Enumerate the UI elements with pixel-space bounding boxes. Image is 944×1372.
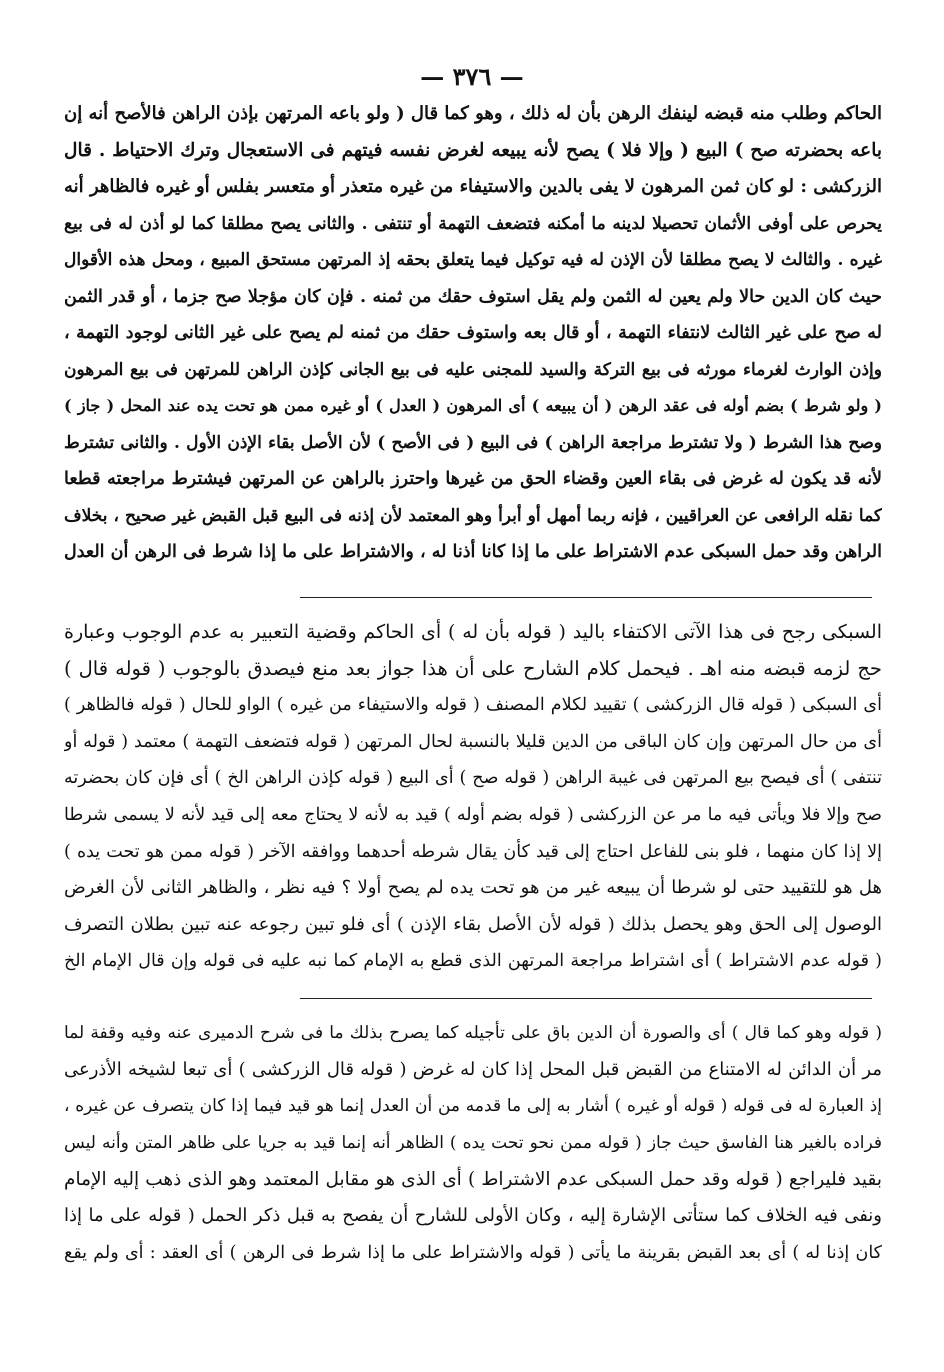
main-text-line: باعه بحضرته صح ) البيع ( وإلا فلا ) يصح لأنه يبيعه لغرض نفسه فيتهم فى الاستعجال وترك الاحتياط . قال xyxy=(64,139,882,161)
commentary-line: حج لزمه قبضه منه اهـ . فيحمل كلام الشارح على أن هذا جواز بعد منع فيصدق بالوجوب ( قوله قال ) xyxy=(64,656,882,680)
commentary-line: السبكى رجح فى هذا الآتى الاكتفاء باليد ( قوله بأن له ) أى الحاكم وقضية التعبير به عدم الوجوب وعبارة xyxy=(64,621,882,643)
section-divider xyxy=(300,998,872,999)
commentary-line: مر أن الدائن له الامتناع من القبض قبل المحل إذا كان له غرض ( قوله قال الزركشى ) أى تبعا لشيخه الأذرعى xyxy=(64,1058,882,1080)
commentary-line: هل هو للتقييد حتى لو شرطا أن يبيعه غير من هو تحت يده لم يصح أولا ؟ فيه نظر ، والظاهر الثانى لأن الغرض xyxy=(64,877,882,899)
commentary-line: بقيد فليراجع ( قوله وقد حمل السبكى عدم الاشتراط ) أى الذى هو مقابل المعتمد وهو الذى ذهب إليه الإمام xyxy=(64,1168,882,1190)
commentary-line: صح وإلا فلا ويأتى فيه ما مر عن الزركشى ( قوله بضم أوله ) قيد به لأنه لا يحتاج معه إلى قيد لأنه لا يسمى شرطا xyxy=(64,804,882,825)
main-text-line: لأنه قد يكون له غرض فى بقاء العين وقضاء الحق من غيرها واحترز بالراهن عن المرتهن فيشترط مراجعته قطعا xyxy=(64,469,882,489)
commentary-line: أى السبكى ( قوله قال الزركشى ) تقييد لكلام المصنف ( قوله والاستيفاء من غيره ) الواو للحال ( قوله فالظاهر ) xyxy=(64,695,882,716)
commentary-line: إذ العبارة له فى قوله ( قوله أو غيره ) أشار به إلى ما قدمه من أن العدل إنما هو قيد فيما إذا كان يتصرف عن غيره ، xyxy=(64,1096,882,1117)
main-text-line: وصح هذا الشرط ( ولا تشترط مراجعة الراهن ) فى البيع ( فى الأصح ) لأن الأصل بقاء الإذن الأول . والثانى تشترط xyxy=(64,432,882,453)
main-text-line: ( ولو شرط ) بضم أوله فى عقد الرهن ( أن يبيعه ) أى المرهون ( العدل ) أو غيره ممن هو تحت يده عند المحل ( جاز ) xyxy=(64,396,882,415)
main-text-line: له صح على غير الثالث لانتفاء التهمة ، أو قال بعه واستوف حقك من ثمنه لم يصح على غير الثانى لوجود التهمة ، xyxy=(64,323,882,343)
main-text-block xyxy=(64,96,882,571)
main-text-line: حيث كان الدين حالا ولم يعين له الثمن ولم يقل استوف حقك من ثمنه . فإن كان مؤجلا صح جزما ، أو قدر الثمن xyxy=(64,286,882,307)
main-text-line: وإذن الوارث لغرماء مورثه فى بيع التركة والسيد للمجنى عليه فى بيع الجانى كإذن الراهن للمرتهن فى بيع المرهون xyxy=(64,359,882,380)
commentary-line: الوصول إلى الحق وهو يحصل بذلك ( قوله لأن الأصل بقاء الإذن ) أى فلو تبين رجوعه عنه تبين بطلان التصرف xyxy=(64,913,882,935)
main-text-line: كما نقله الرافعى عن العراقيين ، فإنه ربما أمهل أو أبرأ وهو المعتمد لأن إذنه فى البيع قبل القبض غير صحيح ، بخلاف xyxy=(64,505,882,526)
commentary-line: إلا إذا كان منهما ، فلو بنى للفاعل احتاج إلى قيد كأن يقال شرطه أحدهما ووافقه الآخر ( قوله ممن هو تحت يده ) xyxy=(64,841,882,862)
section-divider xyxy=(300,597,872,598)
commentary-line: فراده بالغير هنا الفاسق حيث جاز ( قوله ممن نحو تحت يده ) الظاهر أنه إنما قيد به جريا على ظاهر المتن وأنه ليس xyxy=(64,1133,882,1154)
commentary-line: ( قوله عدم الاشتراط ) أى اشتراط مراجعة المرتهن الذى قطع به الإمام كما نبه عليه فى قوله وإن قال الإمام الخ xyxy=(64,951,882,972)
main-text-line: الحاكم وطلب منه قبضه لينفك الرهن بأن له ذلك ، وهو كما قال ( ولو باعه المرتهن بإذن الراهن فالأصح أنه إن xyxy=(64,103,882,124)
commentary-line: تنتفى ) أى فيصح بيع المرتهن فى غيبة الراهن ( قوله صح ) أى البيع ( قوله كإذن الراهن الخ ) أى فإن كان بحضرته xyxy=(64,768,882,789)
commentary-block-1 xyxy=(64,614,882,980)
commentary-line: كان إذنا له ) أى بعد القبض بقرينة ما يأتى ( قوله والاشتراط على ما إذا شرط فى الرهن ) أى العقد : أى ولم يقع xyxy=(64,1243,882,1264)
page-number: — ٣٧٦ — xyxy=(420,62,524,91)
commentary-block-2 xyxy=(64,1015,882,1272)
main-text-line: الراهن وقد حمل السبكى عدم الاشتراط على ما إذا كانا أذنا له ، والاشتراط على ما إذا شرط فى الرهن أن العدل xyxy=(64,542,882,562)
main-text-line: يحرص على أوفى الأثمان تحصيلا لدينه ما أمكنه فتضعف التهمة أو تنتفى . والثانى يصح مطلقا كما لو أذن له فى بيع xyxy=(64,213,882,234)
main-text-line: غيره . والثالث لا يصح مطلقا لأن الإذن له فيه توكيل فيما يتعلق بحقه إذ المرتهن مستحق المبيع ، ومحل هذه الأقوال xyxy=(64,250,882,270)
main-text-line: الزركشى : لو كان ثمن المرهون لا يفى بالدين والاستيفاء من غيره متعذر أو متعسر بفلس أو غيره فالظاهر أنه xyxy=(64,176,882,197)
commentary-line: ونفى فيه الخلاف كما ستأتى الإشارة إليه ، وكان الأولى للشارح أن يفصح به قبل ذكر الحمل ( قوله على ما إذا xyxy=(64,1205,882,1227)
commentary-line: ( قوله وهو كما قال ) أى والصورة أن الدين باق على تأجيله كما يصرح بذلك ما فى شرح الدميرى عنه وفيه وقفة لما xyxy=(64,1023,882,1043)
commentary-line: أى من حال المرتهن وإن كان الباقى من الدين قليلا بالنسبة لحال المرتهن ( قوله فتضعف التهمة ) معتمد ( قوله أو xyxy=(64,731,882,752)
